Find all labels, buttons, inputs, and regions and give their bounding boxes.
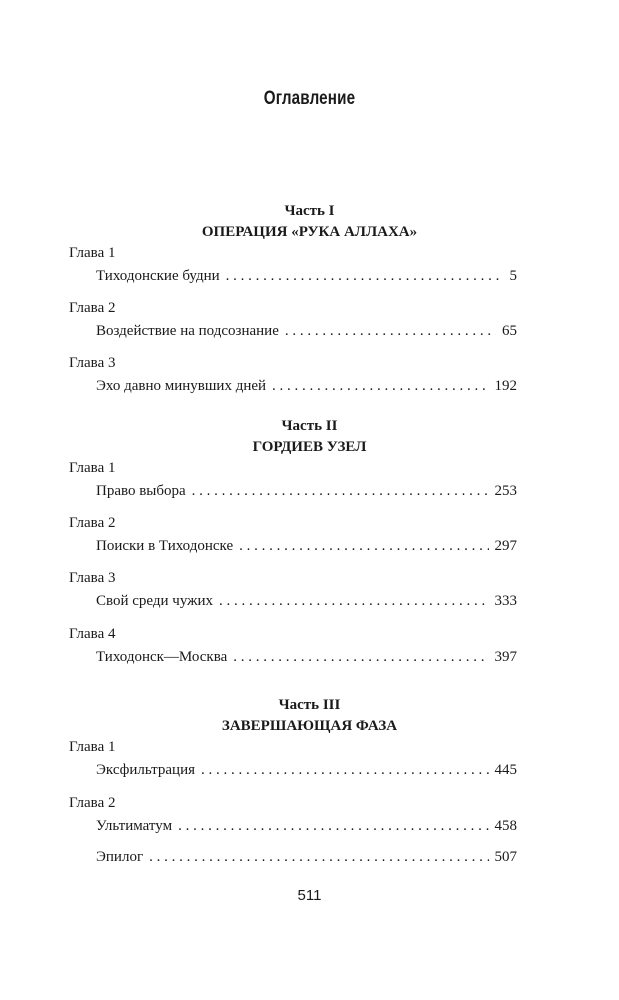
dot-leader [272,378,488,395]
toc-entry[interactable] [96,762,517,782]
dot-leader [201,762,488,779]
entry-title: Воздействие на подсознание [96,323,279,339]
entry-title: Ультиматум [96,818,173,834]
part-1-chapter-2-label: Глава 2 [69,300,116,316]
part-2-title: ГОРДИЕВ УЗЕЛ [252,439,367,455]
dot-leader [285,323,496,340]
dot-leader [239,538,488,555]
entry-title: Эпилог [96,849,144,865]
toc-entry[interactable] [96,649,517,669]
part-3-chapter-2-label: Глава 2 [69,795,116,811]
toc-entry[interactable] [96,818,517,838]
toc-entry[interactable] [96,483,517,503]
entry-title: Право выбора [96,483,186,499]
part-2-chapter-4-label: Глава 4 [69,626,116,642]
entry-title: Тиходонск—Москва [96,649,228,665]
toc-entry[interactable] [96,593,517,613]
page-number: 511 [297,887,322,904]
part-3-number: Часть III [278,697,341,713]
entry-page-number: 5 [509,268,517,284]
entry-page-number: 192 [494,378,517,394]
toc-entry[interactable] [96,323,517,343]
part-1-number: Часть I [284,203,335,219]
part-1-chapter-1-label: Глава 1 [69,245,116,261]
part-3-title: ЗАВЕРШАЮЩАЯ ФАЗА [221,718,398,734]
part-1-title: ОПЕРАЦИЯ «РУКА АЛЛАХА» [201,224,418,240]
entry-page-number: 333 [494,593,517,609]
entry-page-number: 253 [494,483,517,499]
dot-leader [219,593,488,610]
part-2-chapter-2-label: Глава 2 [69,515,116,531]
dot-leader [192,483,489,500]
entry-title: Эхо давно минувших дней [96,378,267,394]
entry-page-number: 297 [494,538,517,554]
part-3-chapter-1-label: Глава 1 [69,739,116,755]
toc-entry[interactable] [96,538,517,558]
part-1-chapter-3-label: Глава 3 [69,355,116,371]
entry-page-number: 445 [494,762,517,778]
dot-leader [226,268,504,285]
toc-entry[interactable] [96,378,517,398]
part-2-chapter-3-label: Глава 3 [69,570,116,586]
entry-page-number: 507 [494,849,517,865]
entry-title: Эксфильтрация [96,762,196,778]
entry-page-number: 458 [494,818,517,834]
entry-title: Тиходонские будни [96,268,220,284]
toc-entry[interactable] [96,268,517,288]
dot-leader [149,849,488,866]
toc-heading: Оглавление [263,88,356,109]
part-2-chapter-1-label: Глава 1 [69,460,116,476]
toc-entry-epilogue[interactable] [96,849,517,869]
dot-leader [178,818,488,835]
part-2-number: Часть II [281,418,338,434]
entry-title: Поиски в Тиходонске [96,538,234,554]
entry-title: Свой среди чужих [96,593,214,609]
entry-page-number: 397 [494,649,517,665]
dot-leader [233,649,488,666]
entry-page-number: 65 [502,323,517,339]
